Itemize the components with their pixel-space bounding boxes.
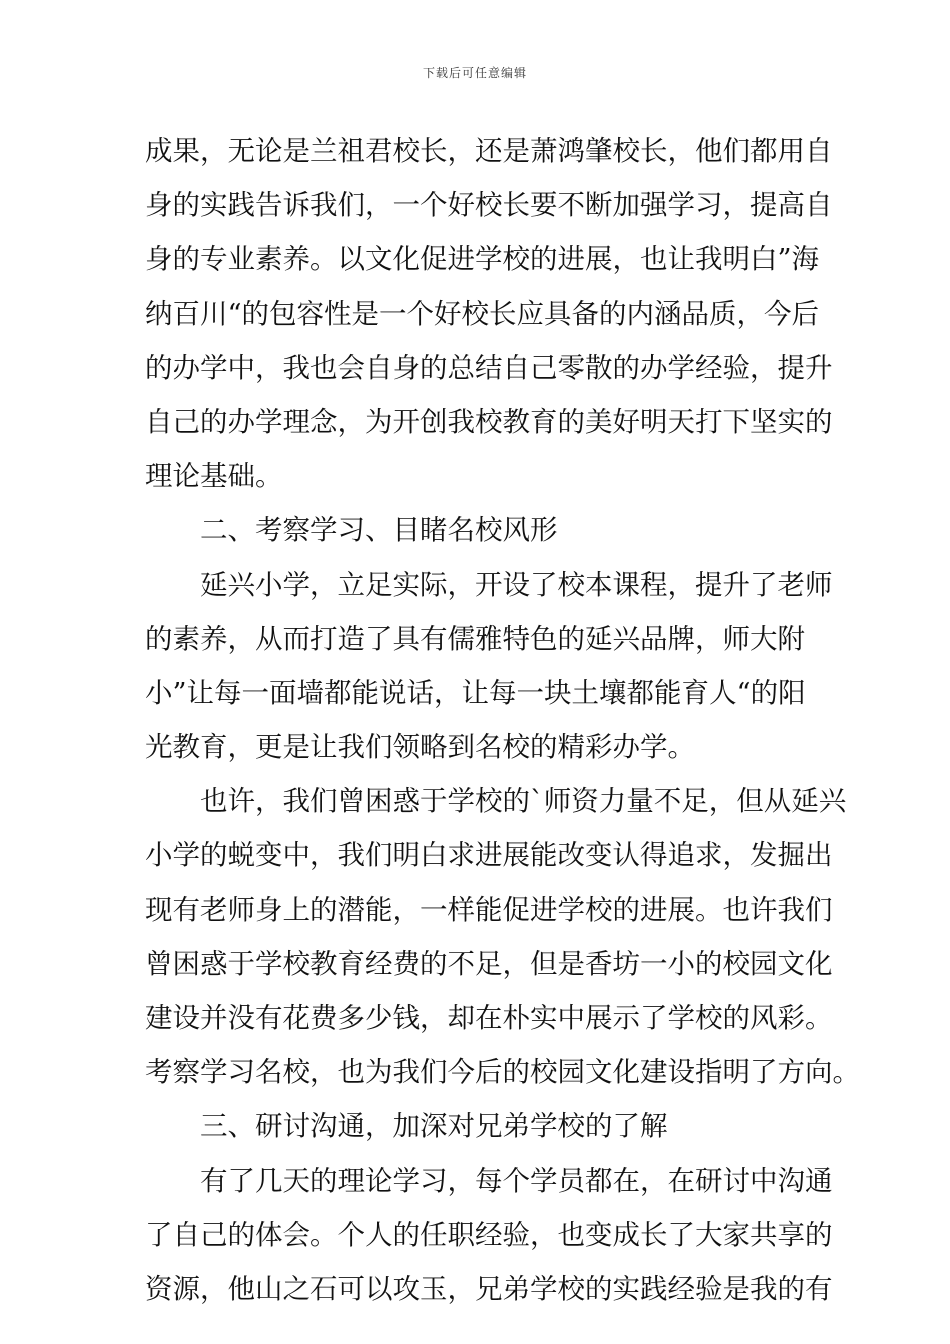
text-line: 考察学习名校，也为我们今后的校园文化建设指明了方向。: [145, 1056, 860, 1089]
section-heading: 二、考察学习、目睹名校风形: [200, 514, 558, 547]
text-line: 身的实践告诉我们，一个好校长要不断加强学习，提高自: [145, 189, 833, 222]
text-line: 曾困惑于学校教育经费的不足，但是香坊一小的校园文化: [145, 947, 833, 980]
section-heading: 三、研讨沟通，加深对兄弟学校的了解: [200, 1110, 668, 1143]
text-line: 的办学中，我也会自身的总结自己零散的办学经验，提升: [145, 351, 833, 384]
text-line: 纳百川“的包容性是一个好校长应具备的内涵品质，今后: [145, 297, 820, 330]
text-line: 有了几天的理论学习，每个学员都在，在研讨中沟通: [200, 1164, 833, 1197]
text-line: 光教育，更是让我们领略到名校的精彩办学。: [145, 731, 695, 764]
text-line: 了自己的体会。个人的任职经验，也变成长了大家共享的: [145, 1218, 833, 1251]
text-line: 身的专业素养。以文化促进学校的进展，也让我明白”海: [145, 243, 820, 276]
text-line: 也许，我们曾困惑于学校的`师资力量不足，但从延兴: [200, 785, 847, 818]
text-line: 自己的办学理念，为开创我校教育的美好明天打下坚实的: [145, 405, 833, 438]
text-line: 小”让每一面墙都能说话，让每一块土壤都能育人“的阳: [145, 676, 806, 709]
text-line: 的素养，从而打造了具有儒雅特色的延兴品牌，师大附: [145, 622, 805, 655]
page-header: 下载后可任意编辑: [422, 66, 527, 80]
text-line: 延兴小学，立足实际，开设了校本课程，提升了老师: [200, 568, 833, 601]
text-line: 理论基础。: [145, 460, 283, 493]
text-line: 资源，他山之石可以攻玉，兄弟学校的实践经验是我的有: [145, 1272, 833, 1305]
text-line: 现有老师身上的潜能，一样能促进学校的进展。也许我们: [145, 893, 833, 926]
text-line: 成果，无论是兰祖君校长，还是萧鸿肇校长，他们都用自: [145, 135, 833, 167]
document-body: [145, 128, 860, 1320]
text-line: 小学的蜕变中，我们明白求进展能改变认得追求，发掘出: [145, 839, 833, 872]
text-line: 建设并没有花费多少钱，却在朴实中展示了学校的风彩。: [145, 1002, 833, 1034]
